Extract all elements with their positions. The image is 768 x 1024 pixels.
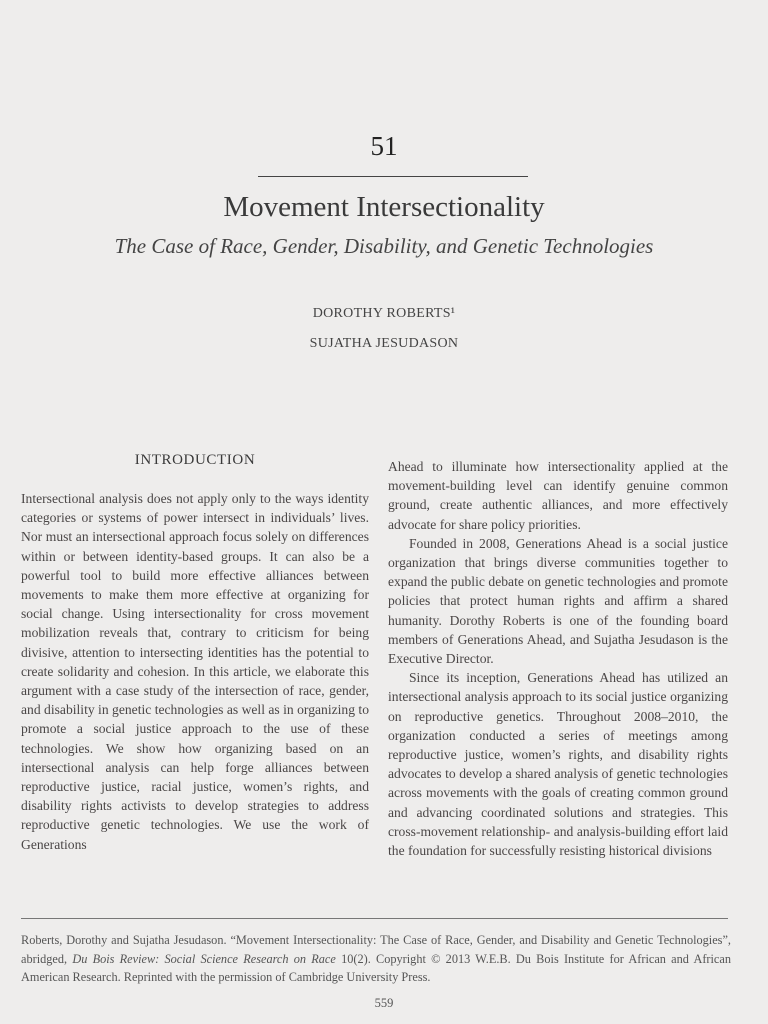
- title-rule: [258, 176, 528, 177]
- section-heading: INTRODUCTION: [134, 452, 256, 468]
- author-name: DOROTHY ROBERTS¹: [312, 306, 456, 321]
- paragraph: Founded in 2008, Generations Ahead is a social justice organization that brings diverse communities together to expand the public debate on genetic technologies and promote policies that protect human rights and affirm a shared humanity. Dorothy Roberts is one of the founding board members of Generations Ahead, and Sujatha Jesudason is the Executive Director.: [388, 535, 728, 667]
- chapter-subtitle: The Case of Race, Gender, Disability, and Genetic Technologies: [114, 234, 654, 258]
- paragraph: Intersectional analysis does not apply only to the ways identity categories or systems of power intersect in individuals’ lives. Nor must an intersectional approach focus solely on differences within or between identity-based groups. It can also be a powerful tool to build more effective alliances between movements to make them more effective at organizing for social change. Using intersectionality for cross movement mobilization reveals that, contrary to criticism for being divisive, attention to intersecting identities has the potential to create solidarity and cohesion. In this article, we elaborate this argument with a case study of the intersection of race, gender, and disability in genetic technologies as well as in organizing to promote a social justice approach to the use of these technologies. We show how organizing based on an intersectional analysis can help forge alliances between reproductive justice, racial justice, women’s rights, and disability rights activists to develop strategies to address reproductive genetic technologies. We use the work of Generations: [21, 491, 369, 852]
- footnote-rule: [21, 918, 728, 919]
- author-name: SUJATHA JESUDASON: [309, 336, 459, 351]
- chapter-number: 51: [370, 131, 398, 161]
- paragraph: Ahead to illuminate how intersectionality applied at the movement-building level can identify genuine common ground, create authentic alliances, and more effectively advocate for share policy priorities.: [388, 459, 728, 532]
- chapter-title: Movement Intersectionality: [223, 191, 545, 223]
- journal-name: Du Bois Review: Social Science Research on Race: [72, 951, 336, 966]
- right-column: [388, 457, 728, 860]
- page-number: 559: [374, 996, 394, 1010]
- left-column: [21, 489, 369, 854]
- footnote: [21, 931, 731, 987]
- paragraph: Since its inception, Generations Ahead has utilized an intersectional analysis approach to its social justice organizing on reproductive genetics. Throughout 2008–2010, the organization conducted a series of meetings among reproductive justice, women’s rights, and disability rights advocates to develop a shared analysis of genetic technologies across movements with the goals of creating common ground and advancing coordinated solutions and strategies. This cross-movement relationship- and analysis-building effort laid the foundation for successfully resisting historical divisions: [388, 670, 728, 859]
- footnote-text: 10(2). Copyright © 2013 W.E.B. Du Bois Institute for African and African American Research. Reprinted with the permission of Cambridge University Press.: [21, 951, 731, 985]
- footnote-text: Roberts, Dorothy and Sujatha Jesudason. “Movement Intersectionality: The Case of Race, Gender, and Disability and Genetic Technologies”, abridged,: [21, 933, 731, 966]
